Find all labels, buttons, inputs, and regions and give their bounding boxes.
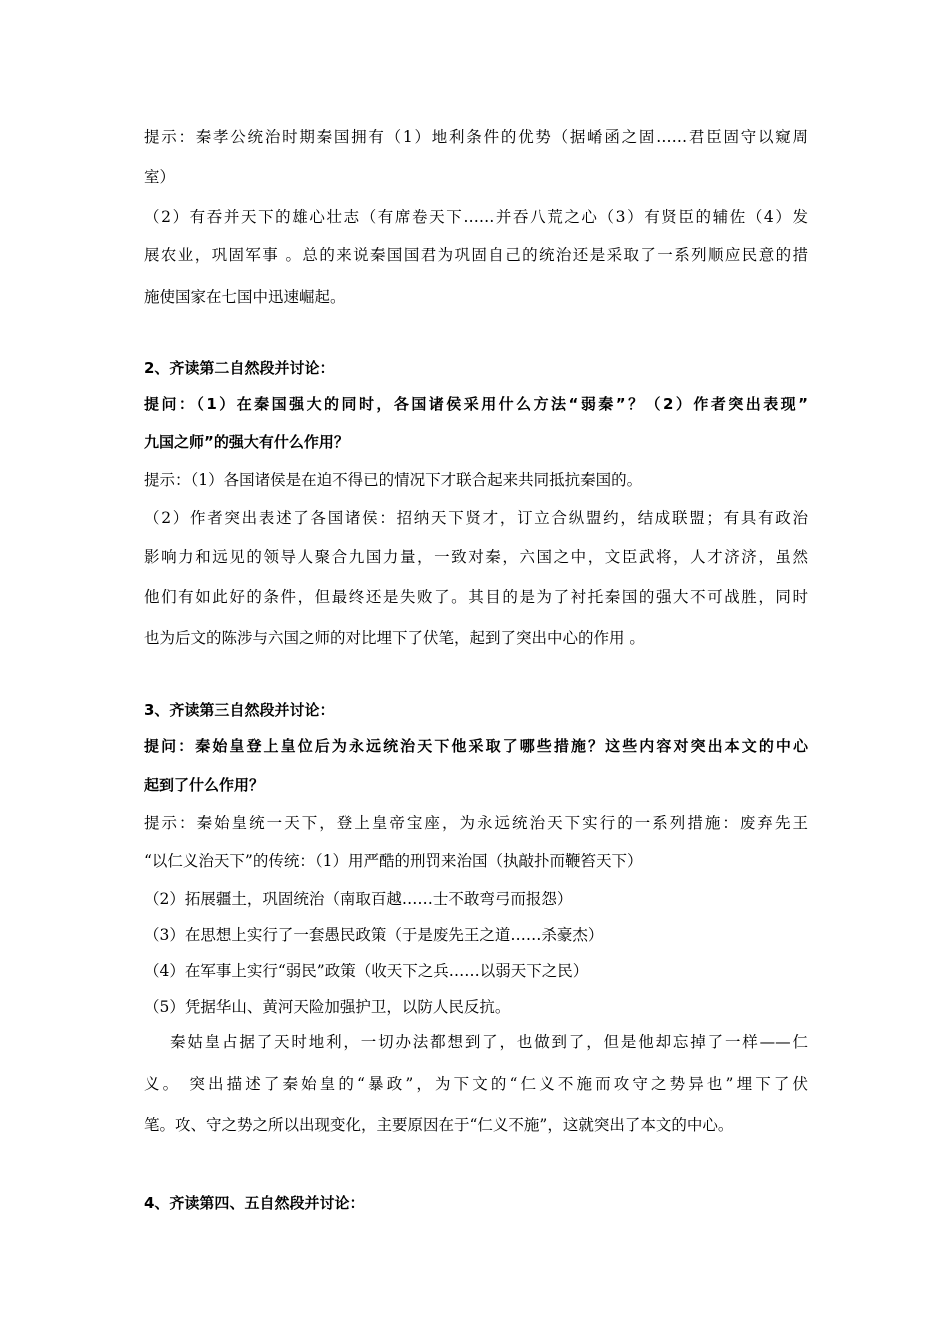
answer-line: 他们有如此好的条件，但最终还是失败了。其目的是为了衬托秦国的强大不可战胜，同时 — [144, 588, 808, 606]
answer-line: （2）作者突出表述了各国诸侯：招纳天下贤才，订立合纵盟约，结成联盟；有具有政治 — [144, 509, 808, 527]
measure-line: （5）凭据华山、黄河天险加强护卫，以防人民反抗。 — [144, 998, 511, 1016]
hint-line: 提示：秦始皇统一天下，登上皇帝宝座，为永远统治天下实行的一系列措施：废弃先王 — [144, 814, 808, 832]
measure-line: （2）拓展疆土，巩固统治（南取百越……士不敢弯弓而报怨） — [144, 890, 573, 908]
hint-line: 提示：秦孝公统治时期秦国拥有（1）地利条件的优势（据崤函之固……君臣固守以窥周 — [144, 128, 808, 146]
answer-line: 施使国家在七国中迅速崛起。 — [144, 288, 346, 306]
section-heading: 2、齐读第二自然段并讨论： — [144, 359, 335, 377]
question-line: 起到了什么作用？ — [144, 776, 265, 794]
section-heading: 4、齐读第四、五自然段并讨论： — [144, 1194, 365, 1212]
answer-line: 展农业，巩固军事 。总的来说秦国国君为巩固自己的统治还是采取了一系列顺应民意的措 — [144, 246, 808, 264]
answer-line: 影响力和远见的领导人聚合九国力量，一致对秦，六国之中，文臣武将，人才济济，虽然 — [144, 548, 808, 566]
summary-line: 笔。攻、守之势之所以出现变化，主要原因在于“仁义不施”，这就突出了本文的中心。 — [144, 1116, 734, 1134]
question-line: 提问：（1）在秦国强大的同时，各国诸侯采用什么方法“弱秦”？（2）作者突出表现” — [144, 395, 808, 413]
measure-line: （3）在思想上实行了一套愚民政策（于是废先王之道……杀豪杰） — [144, 926, 604, 944]
measure-line: （4）在军事上实行“弱民”政策（收天下之兵……以弱天下之民） — [144, 962, 589, 980]
hint-line: 室） — [144, 168, 176, 186]
hint-line: 提示：（1）各国诸侯是在迫不得已的情况下才联合起来共同抵抗秦国的。 — [144, 471, 643, 489]
answer-line: 也为后文的陈涉与六国之师的对比埋下了伏笔，起到了突出中心的作用 。 — [144, 629, 645, 647]
answer-line: （2）有吞并天下的雄心壮志（有席卷天下……并吞八荒之心（3）有贤臣的辅佐（4）发 — [144, 208, 808, 226]
summary-line: 义。 突出描述了秦始皇的“暴政”，为下文的“仁义不施而攻守之势异也”埋下了伏 — [144, 1075, 808, 1093]
hint-line: “以仁义治天下”的传统：（1）用严酷的刑罚来治国（执敲扑而鞭笞天下） — [144, 852, 643, 870]
question-line: 提问：秦始皇登上皇位后为永远统治天下他采取了哪些措施？这些内容对突出本文的中心 — [144, 737, 808, 755]
question-line: 九国之师”的强大有什么作用？ — [144, 433, 349, 451]
section-heading: 3、齐读第三自然段并讨论： — [144, 701, 335, 719]
summary-line: 秦姑皇占据了天时地利，一切办法都想到了，也做到了，但是他却忘掉了一样——仁 — [170, 1033, 808, 1051]
